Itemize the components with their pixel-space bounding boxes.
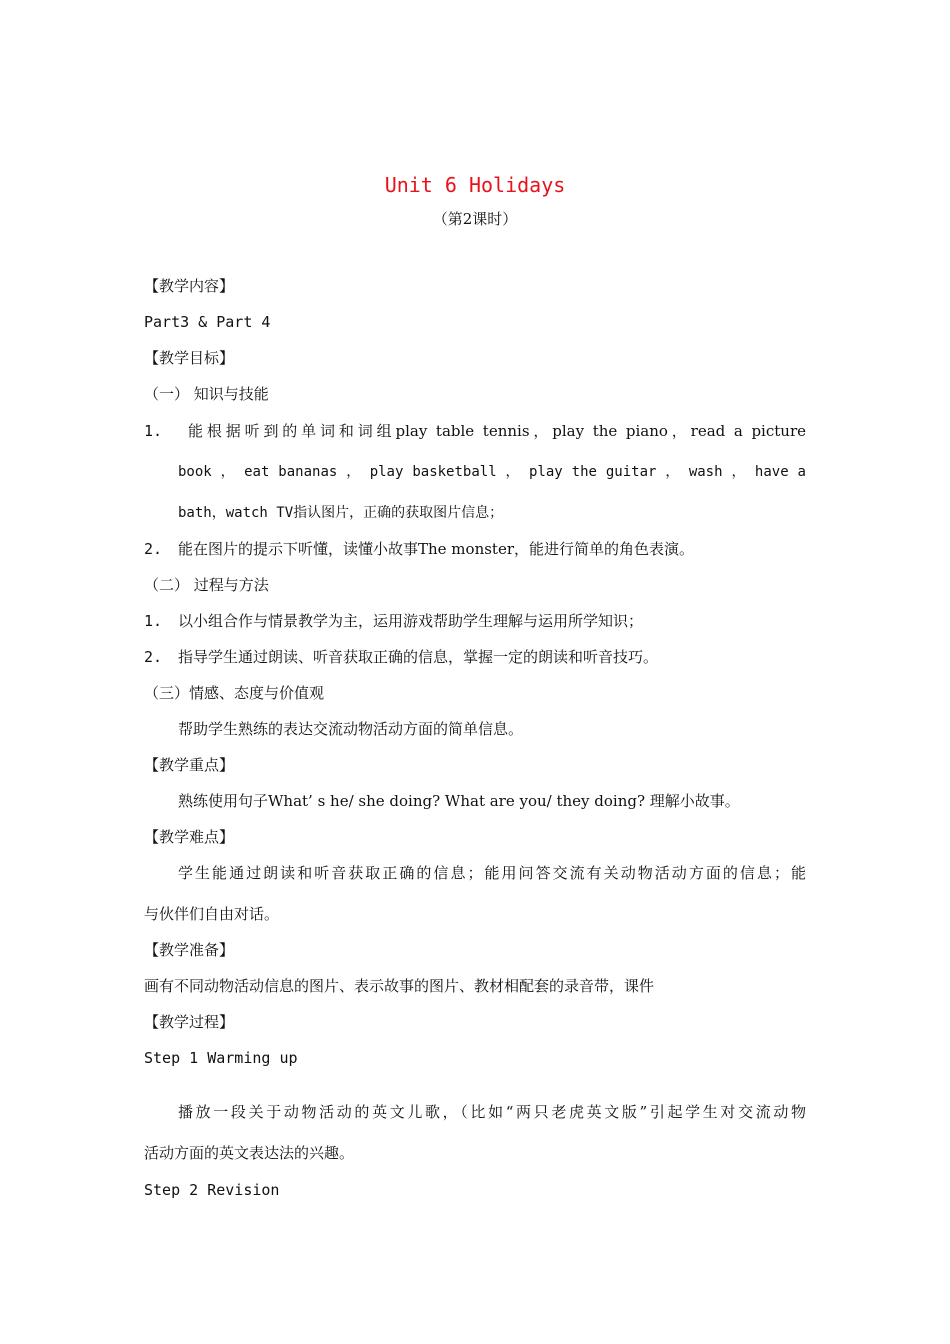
content-heading: 【教学内容】 — [144, 277, 235, 295]
step1-text-line1: 播放一段关于动物活动的英文儿歌，（比如“两只老虎英文版”引起学生对交流动物 — [178, 1103, 806, 1121]
preparation-text: 画有不同动物活动信息的图片、表示故事的图片、教材相配套的录音带，课件 — [144, 977, 655, 995]
goal2-item2-number: 2. — [144, 648, 163, 666]
difficult-points-line2: 与伙伴们自由对话。 — [144, 905, 280, 923]
page-subtitle: （第2课时） — [432, 210, 518, 228]
goal1-item1-number: 1. — [144, 422, 163, 440]
goal2-item1-number: 1. — [144, 612, 163, 630]
key-points-text: 熟练使用句子What’ s he/ she doing? What are you/ they doing? 理解小故事。 — [178, 792, 740, 810]
goal1-item2-text: 能在图片的提示下听懂，读懂小故事The monster，能进行简单的角色表演。 — [178, 540, 695, 558]
goal1-item1-line2: book ， eat bananas ， play basketball ， play the guitar ， wash ， have a — [178, 464, 806, 480]
preparation-heading: 【教学准备】 — [144, 941, 235, 959]
difficult-points-line1: 学生能通过朗读和听音获取正确的信息；能用问答交流有关动物活动方面的信息；能 — [178, 864, 806, 882]
goal1-item2-number: 2. — [144, 540, 163, 558]
goal3-text: 帮助学生熟练的表达交流动物活动方面的简单信息。 — [178, 720, 524, 738]
goal1-item1-line3: bath，watch TV指认图片，正确的获取图片信息； — [178, 505, 504, 521]
content-text: Part3 & Part 4 — [144, 313, 271, 331]
goal3-heading: （三）情感、态度与价值观 — [144, 684, 325, 702]
goals-heading: 【教学目标】 — [144, 349, 235, 367]
page-title: Unit 6 Holidays — [384, 173, 566, 197]
step2-heading: Step 2 Revision — [144, 1181, 280, 1199]
key-points-heading: 【教学重点】 — [144, 756, 235, 774]
goal2-heading: （二） 过程与方法 — [144, 576, 269, 594]
step1-heading: Step 1 Warming up — [144, 1049, 298, 1067]
step1-text-line2: 活动方面的英文表达法的兴趣。 — [144, 1144, 355, 1162]
goal1-heading: （一） 知识与技能 — [144, 385, 269, 403]
process-heading: 【教学过程】 — [144, 1013, 235, 1031]
goal2-item1-text: 以小组合作与情景教学为主，运用游戏帮助学生理解与运用所学知识； — [178, 612, 644, 630]
difficult-points-heading: 【教学难点】 — [144, 828, 235, 846]
goal1-item1-line1: 能根据听到的单词和词组play table tennis，play the piano，read a picture — [188, 422, 806, 440]
goal2-item2-text: 指导学生通过朗读、听音获取正确的信息，掌握一定的朗读和听音技巧。 — [178, 648, 659, 666]
